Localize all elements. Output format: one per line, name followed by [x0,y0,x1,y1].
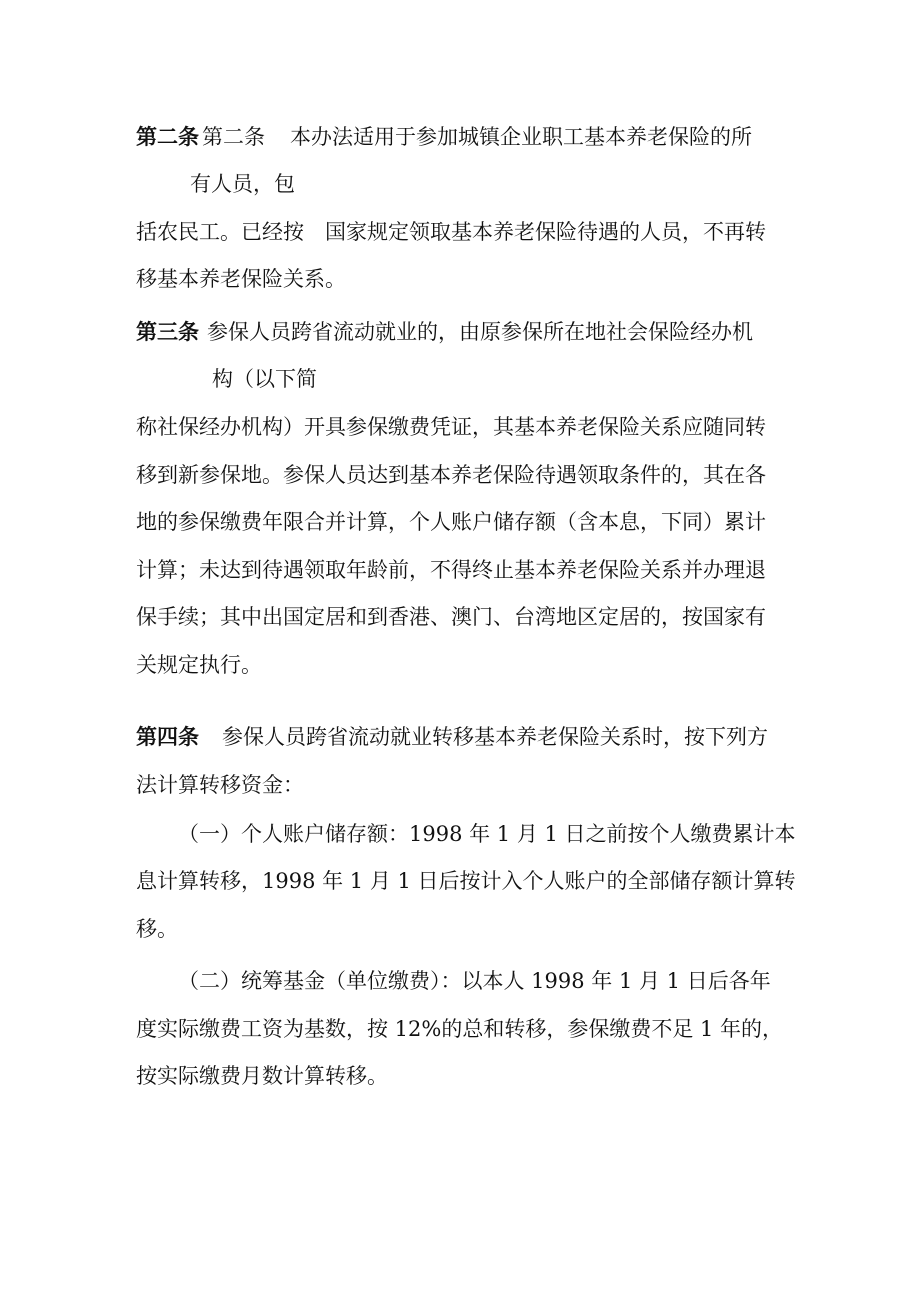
article2-heading-bold: 第二条 [136,124,199,149]
article4-heading: 第四条 [136,724,199,749]
article3-text: 参保人员跨省流动就业的，由原参保所在地社会保险经办机 [207,320,753,344]
document-page: 第二条 第二条 本办法适用于参加城镇企业职工基本养老保险的所 有人员，包 括农民工。已经按 国家规定领取基本养老保险待遇的人员，不再转 移基本养老保险关系。 第三条 参保人员跨省流动就业的，由原参保所在地社会保险经办机 构（以下简 称社保经办机构）开具参保缴费凭证，其基本养老保险关系应随同转 移到新参保地。参保人员达到基本养老保险待遇领取条件的，其在各 地的参保缴费年限合并计算，个人账户储存额（含本息，下同）累计 计算；未达到待遇领取年龄前，不得终止基本养老保险关系并办理退 保手续；其中出国定居和到香港、澳门、台湾地区定居的，按国家有 关规定执行。 第四条 参保人员跨省流动就业转移基本养老保险关系时，按下列方 法计算转移资金： （一）个人账户储存额：1998 年 1 月 1 日之前按个人缴费累计本 息计算转移，1998 年 1 月 1 日后按计入个人账户的全部储存额计算转 移。 （二）统筹基金（单位缴费）：以本人 1998 年 1 月 1 日后各年 度实际缴费工资为基数，按 12%的总和转移，参保缴费不足 1 年的， 按实际缴费月数计算转移。 [136,124,796,1088]
article3-heading: 第三条 [136,319,199,344]
article2-text: 本办法适用于参加城镇企业职工基本养老保险的所 [290,125,752,149]
article4-text: 参保人员跨省流动就业转移基本养老保险关系时，按下列方 [222,725,768,749]
article2-heading-plain: 第二条 [202,125,265,149]
